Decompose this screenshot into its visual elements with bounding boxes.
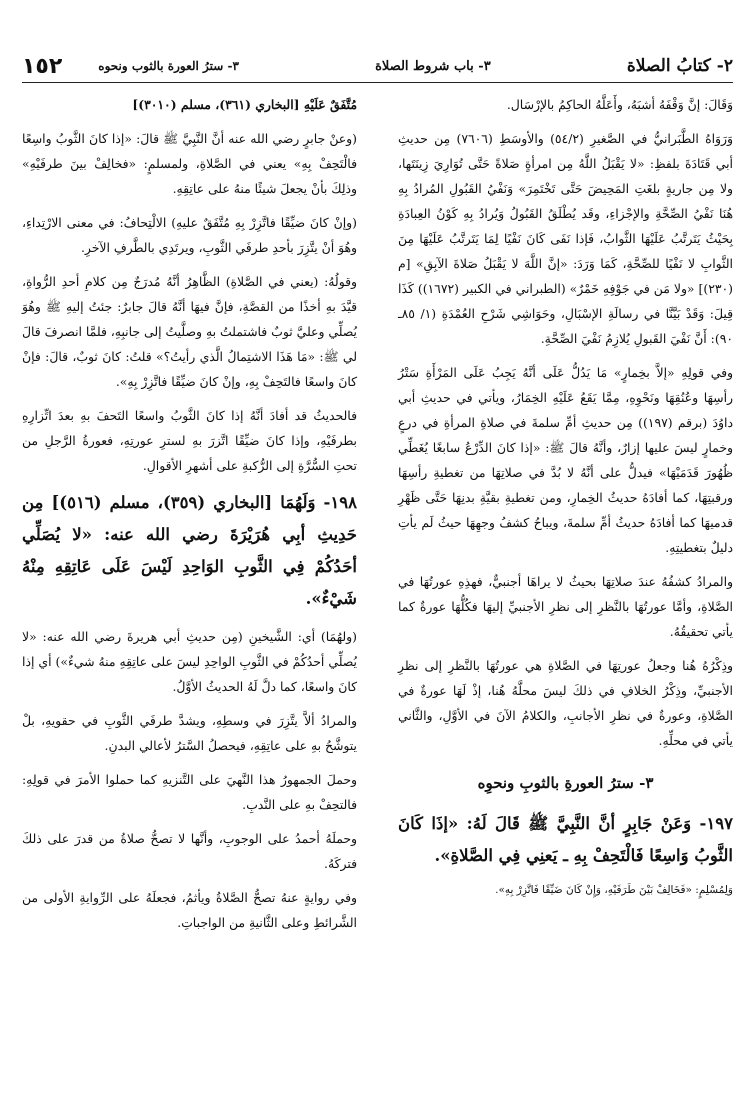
paragraph: والمرادُ كشفُهُ عندَ صلاتِهَا بحيثُ لا يراهَا أجنبيٌّ، فهذِهِ عورتُهَا في الصَّلاةِ، وأمَّا عورتُهَا بالنَّظرِ إلى نظرِ الأجنبيِّ إليهَا فكُلُّهَا عورةٌ كما يأتي تحقيقُهُ. (398, 574, 733, 639)
hadith-197: ١٩٧- وَعَنْ جَابِرٍ أنَّ النَّبِيَّ ﷺ قَالَ لَهُ: «إذَا كَانَ الثَّوبُ وَاسِعًا فَالْتَحِفْ بِهِ ـ يَعنِي فِي الصَّلاةِ». (398, 814, 733, 865)
header-rule (22, 82, 733, 83)
page-number: ١٥٢ (22, 53, 63, 79)
paragraph: فالحديثُ قد أفادَ أنَّهُ إذا كانَ الثَّوبُ واسعًا التَحفَ بهِ بعدَ اتِّزارِهِ بطرفَيْهِ، وإذا كانَ ضيِّقًا اتَّزرَ بهِ لسترِ عورتِهِ، فعورةُ الرَّجلِ من تحتِ السُّرَّةِ إلى الرُّكبةِ على أشهرِ الأقوالِ. (22, 408, 357, 473)
paragraph: (ولهُمَا) أي: الشَّيخينِ (مِن حديثِ أبي هريرةَ رضي الله عنه: «لا يُصلِّي أحدُكُمْ في الثَّوبِ الواحِدِ ليسَ على عاتِقِهِ منهُ شيءٌ») أي إذا كانَ واسعًا، كما دلَّ لَهُ الحديثُ الأوَّلُ. (22, 629, 357, 694)
hadith-198: ١٩٨- وَلَهُمَا [البخاري (٣٥٩)، مسلم (٥١٦)] مِن حَدِيثِ أبِي هُرَيْرَةَ رضي الله عنه: «لا يُصَلِّي أحَدُكُمْ فِي الثَّوبِ الوَاحِدِ لَيْسَ عَلَى عَاتِقِهِ مِنْهُ شَيْءٌ». (22, 493, 357, 608)
paragraph: وقولُهُ: (يعني في الصَّلاةِ) الظَّاهِرُ أنَّهُ مُدرَجٌ مِن كلامِ أحدِ الرُّواةِ، قيَّدَ بهِ أخذًا من القصَّةِ، فإنَّ فيهَا أنَّهُ قالَ جابرٌ: جئتُ إليهِ ﷺ وهُوَ يُصلِّي وعليَّ ثوبٌ فاشتملتُ بهِ وصلَّيتُ إلى جانبِهِ، فلمَّا انصرفَ قالَ لي ﷺ: «مَا هَذَا الاشتِمالُ الَّذي رأيتُ؟» قلتُ: كانَ ثوبٌ، قالَ: فإنْ كانَ واسعًا فالتَحِفْ بِهِ، وإنْ كانَ ضيِّقًا فاتَّزِرْ بِهِ». (22, 274, 357, 389)
paragraph: وفي روايةٍ عنهُ تصحُّ الصَّلاةُ ويأثمُ، فجعلَهُ على الرِّوايةِ الأولى من الشَّرائطِ وعلى الثَّانيةِ من الواجباتِ. (22, 890, 357, 930)
paragraph: وحملَهُ أحمدُ على الوجوبِ، وأنَّها لا تصحُّ صلاةُ من قدرَ على ذلكَ فتركَهُ. (22, 831, 357, 871)
paragraph: (وإنْ كانَ ضيِّقًا فاتَّزِرْ بِهِ مُتَّفَقٌ عليهِ) الالْتِحافُ: في معنى الارْتِداءِ، وهُوَ أنْ يتَّزِرَ بأحدِ طرفَي الثَّوبِ، ويرتَدِي بالطَّرفِ الآخرِ. (22, 215, 357, 255)
hadith-197-note: وَلِمُسْلِمٍ: «فَخَالِفْ بَيْنَ طَرَفَيْهِ، وَإِنْ كَانَ ضَيِّقًا فَاتَّزِرْ بِهِ». (495, 884, 733, 896)
paragraph: مُتَّفَقٌ عَلَيْهِ [البخاري (٣٦١)، مسلم (٣٠١٠)] (132, 97, 357, 112)
header-section: ٣- باب شروط الصلاة (375, 58, 491, 74)
header-subsection: ٣- سترُ العورة بالثوب ونحوه (98, 59, 239, 73)
paragraph: وَقَالَ: إنَّ وَقْفَهُ أشبَهُ، وأَعَلَّهُ الحاكِمُ بالإرْسَال. (506, 97, 733, 112)
paragraph: والمرادُ ألاَّ يتَّزِرَ في وسطِهِ، ويشدَّ طرفَي الثَّوبِ في حقويهِ، بلْ يتوشَّحُ بهِ على عاتِقِهِ، فيحصلُ السَّترُ لأعالي البدنِ. (22, 713, 357, 753)
paragraph: وذِكْرُهُ هُنا وجعلُ عورتِهَا في الصَّلاةِ هي عورتُهَا بالنَّظرِ إلى نظرِ الأجنبيِّ، وذِكْرُ الخلافِ في ذلكَ ليسَ محلَّهُ هُنا، إذْ لَهَا عورةٌ في الصَّلاةِ، وعورةٌ في نظرِ الأجانبِ، والكلامُ الآنَ في الأوَّلِ، والثَّاني يأتي في محلِّهِ. (398, 658, 733, 748)
page-header (22, 48, 733, 84)
section-title: ٣- سترُ العورةِ بالثوبِ ونحوِه (477, 774, 654, 792)
paragraph: (وعنْ جابرٍ رضي الله عنه أنَّ النَّبِيَّ ﷺ قالَ: «إذا كانَ الثَّوبُ واسِعًا فالْتَحِفْ بِهِ» يعني في الصَّلاةِ، ولمسلمٍ: «فخالِفْ بينَ طرفَيْهِ» وذلِكَ بأنْ يجعلَ شيئًا منهُ على عاتِقِهِ. (22, 131, 357, 196)
paragraph: وَرَوَاهُ الطَّبَرانيُّ في الصَّغيرِ (٥٤/٢) والأوسَطِ (٧٦٠٦) مِن حديثِ أبي قَتَادَةَ بلفظِ: «لا يَقْبَلُ اللَّهُ مِن امرأةٍ صَلاةً حَتَّى تُوَارِيَ زِينَتَها، ولا مِن جاريةٍ بلغَتِ المَحِيضَ حَتَّى تَخْتَمِرَ» وَنَفْيُ القَبُولِ المُرادُ بِهِ هُنَا نَفْيُ الصِّحَّةِ والإجْزاءِ، وقَد يُطْلَقُ القَبُولُ وَيُرادُ بِهِ كَوْنُ العِبادَةِ بِحَيْثُ يَتَرتَّبُ عَلَيْهَا الثَّوابُ، فَإذا نَفَى كَانَ نَفْيًا لِمَا يَتَرتَّبُ عَلَيْهَا مِنَ الثَّوابِ لا نَفْيًا للصِّحَّةِ، كَمَا وَرَدَ: «إنَّ اللَّهَ لا يَقْبَلُ صَلاةَ الآبِقِ» [م (٢٣٠)] «ولا مَن في جَوْفِهِ خَمْرٌ» (الطبراني في الكبير (١٦٧٢)) كَذَا قِيلَ: وَقَدْ بَيَّنَّا في رسالَةِ الإسْبَالِ، وحَوَاشِي شَرْحِ العُمْدَةِ (١/ ٨٥ـ ٩٠): أَنَّ نَفْيَ القَبولِ يُلازِمُ نَفْيَ الصِّحَّةِ. (398, 131, 734, 346)
header-chapter: ٢- كتابُ الصلاة (626, 56, 733, 76)
left-column (22, 92, 357, 944)
paragraph: وحملَ الجمهورُ هذا النَّهيَ على التَّنزيهِ كما حملوا الأمرَ في قولِهِ: فالتحِفْ بهِ على النَّدبِ. (22, 772, 357, 812)
right-column (398, 92, 733, 908)
paragraph: وفي قولِهِ «إلاَّ بخِمارٍ» مَا يَدُلُّ عَلَى أنَّهُ يَجِبُ عَلَى المَرْأَةِ سَتْرُ رأسِهَا وعُنُقِهَا ونَحْوِهِ، مِمَّا يَقَعُ عَلَيْهِ الخِمَارُ، ويأتي في حديثِ أبي داوُدَ (برقم (١٩٧)) مِن حديثِ أمِّ سلمةَ في صلاةِ المرأةِ في درعٍ وخمارٍ ليسَ عليها إزارٌ، وأنَّهُ قالَ ﷺ: «إذا كانَ الدِّرْعُ سابغًا يُغَطِّي ظُهُورَ قَدَمَيْهَا» فيدلُّ على أنَّهُ لا بُدَّ في صلاتِهَا من تغطيةِ رأسِهَا ورقبتِهَا، كما أفادَهُ حديثُ الخِمارِ، ومن تغطيةِ بقيَّةِ بدنِهَا حَتَّى ظَهْرِ قدميهَا كما أفادَهُ حديثُ أمِّ سلمةَ، ويباحُ كشفُ وجهِهَا حيثُ لَم يأتِ دليلٌ بتغطيتِهِ. (398, 365, 733, 555)
